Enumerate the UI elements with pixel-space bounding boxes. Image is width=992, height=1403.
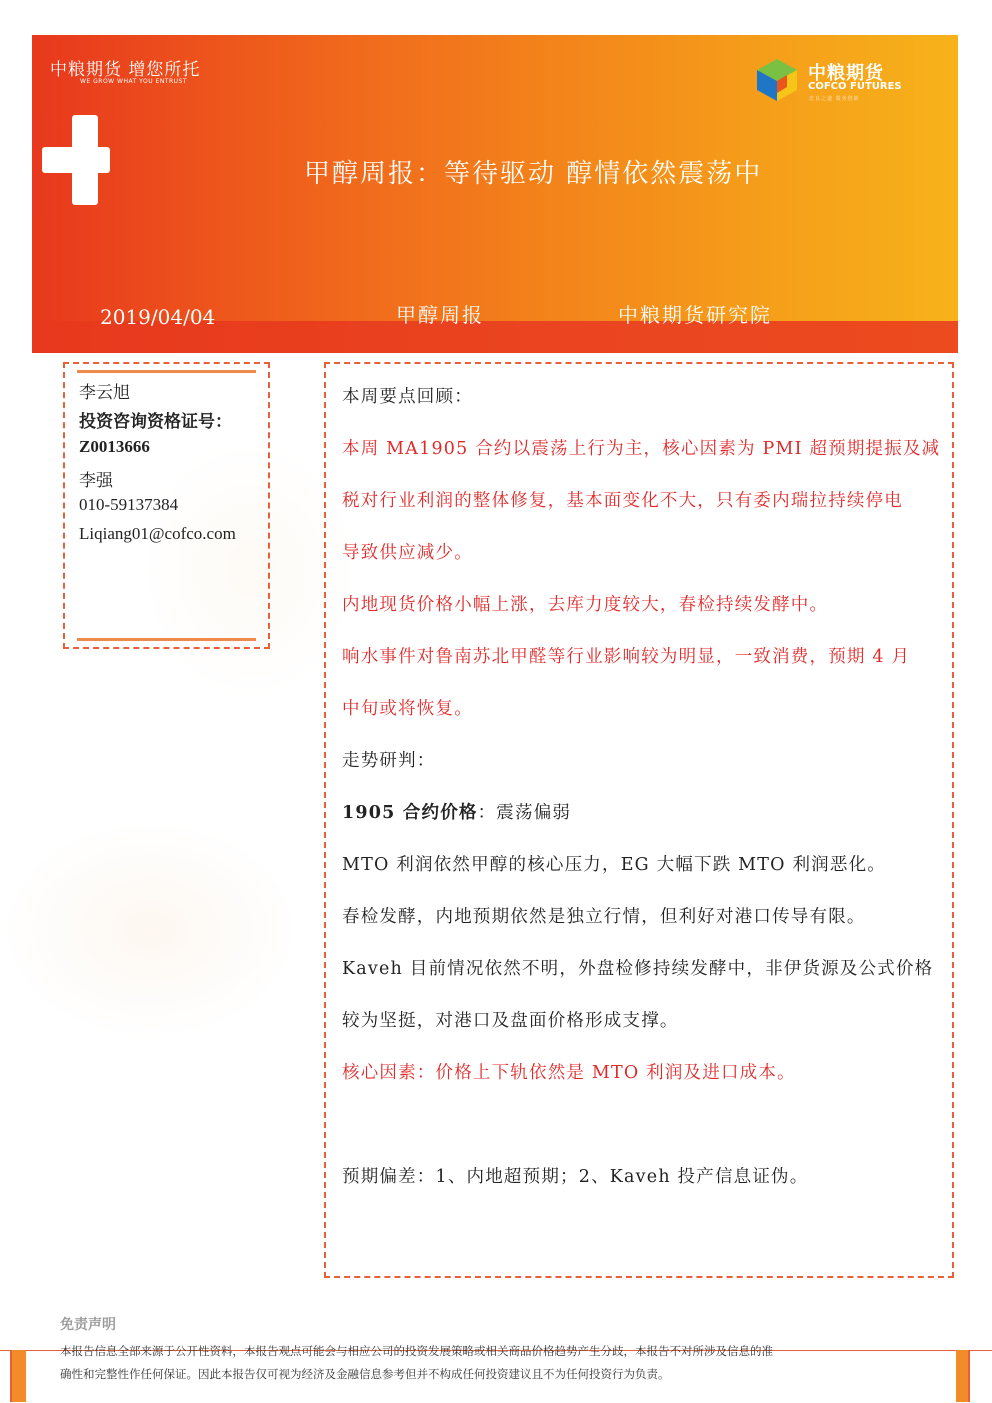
review-paragraph: 税对行业利润的整体修复，基本面变化不大，只有委内瑞拉持续停电	[342, 491, 903, 511]
contract-label: 1905 合约价格	[342, 803, 478, 823]
disclaimer-line: 确性和完整性作任何保证。因此本报告仅可视为经济及金融信息参考但并不构成任何投资建议且不为任何投资行为负责。	[60, 1367, 670, 1381]
review-heading: 本周要点回顾：	[342, 387, 473, 407]
author-phone: 010-59137384	[79, 495, 179, 514]
review-paragraph: 响水事件对鲁南苏北甲醛等行业影响较为明显，一致消费，预期 4 月	[342, 647, 911, 667]
trend-paragraph: 较为坚挺，对港口及盘面价格形成支撑。	[342, 1011, 679, 1031]
cert-label: 投资咨询资格证号：	[79, 412, 232, 432]
review-paragraph: 本周 MA1905 合约以震荡上行为主，核心因素为 PMI 超预期提振及减	[342, 439, 941, 459]
disclaimer-title: 免责声明	[60, 1317, 116, 1333]
logo-text-cn: 中粮期货	[808, 63, 884, 84]
author-email[interactable]: Liqiang01@cofco.com	[79, 524, 236, 543]
trend-paragraph: MTO 利润依然甲醇的核心压力，EG 大幅下跌 MTO 利润恶化。	[342, 855, 886, 875]
author-name: 李强	[79, 471, 113, 491]
contract-value: ：震荡偏弱	[477, 803, 572, 823]
core-factor: 核心因素：价格上下轨依然是 MTO 利润及进口成本。	[342, 1063, 796, 1083]
disclaimer-line: 本报告信息全部来源于公开性资料，本报告观点可能会与相应公司的投资发展策略或相关商品价格趋势产生分歧，本报告不对所涉及信息的准	[60, 1344, 773, 1358]
summary-box	[324, 362, 954, 1278]
institute-name: 中粮期货研究院	[618, 303, 772, 327]
trend-heading: 走势研判：	[342, 751, 436, 771]
risk-note: 预期偏差：1、内地超预期；2、Kaveh 投产信息证伪。	[342, 1167, 809, 1187]
header-banner	[32, 35, 958, 353]
cofco-logo-icon	[754, 57, 800, 103]
review-paragraph: 导致供应减少。	[342, 543, 473, 563]
report-date: 2019/04/04	[100, 305, 216, 329]
footer-corner-left	[10, 1350, 26, 1402]
author-name: 李云旭	[79, 383, 130, 403]
disclaimer-text	[60, 1340, 890, 1386]
cert-number: Z0013666	[79, 437, 150, 456]
logo-tagline: 忠良之道 服务创新	[809, 96, 860, 102]
trend-paragraph: Kaveh 目前情况依然不明，外盘检修持续发酵中，非伊货源及公式价格	[342, 959, 934, 979]
logo-text-en: COFCO FUTURES	[808, 81, 902, 92]
report-title: 甲醇周报：等待驱动 醇情依然震荡中	[304, 159, 763, 189]
slogan: 中粮期货 增您所托	[50, 60, 201, 80]
background-decoration	[0, 820, 300, 1040]
review-paragraph: 中旬或将恢复。	[342, 699, 473, 719]
contract-forecast	[342, 787, 942, 839]
trend-paragraph: 春检发酵，内地预期依然是独立行情，但利好对港口传导有限。	[342, 907, 866, 927]
plus-decoration-bar	[42, 147, 110, 173]
slogan-english: WE GROW WHAT YOU ENTRUST	[80, 78, 188, 85]
footer-corner-right	[956, 1350, 970, 1402]
review-paragraph: 内地现货价格小幅上涨，去库力度较大，春检持续发酵中。	[342, 595, 829, 615]
author-info-box	[63, 362, 270, 649]
report-type: 甲醇周报	[396, 303, 484, 327]
